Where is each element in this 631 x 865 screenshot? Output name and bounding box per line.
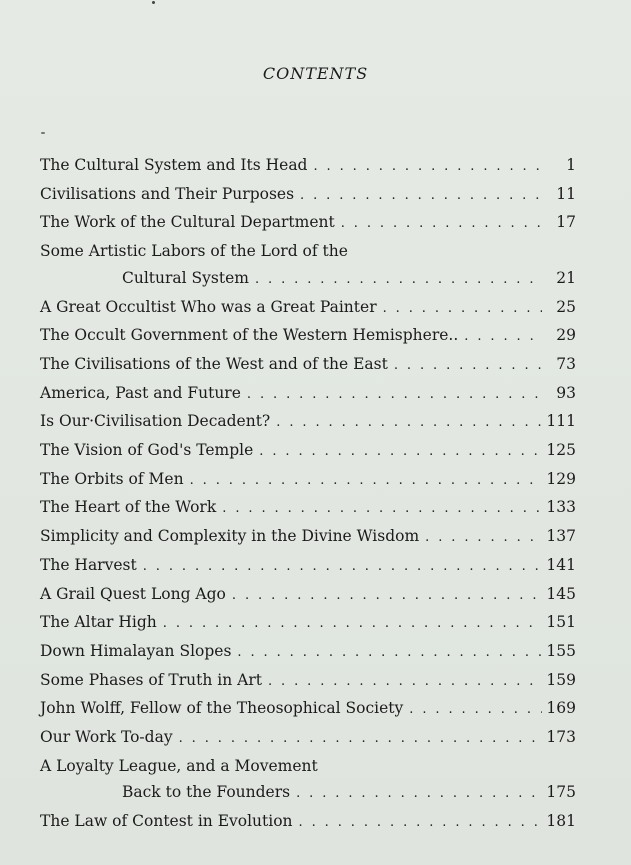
print-speck [41, 132, 45, 134]
toc-entry-title: Down Himalayan Slopes [40, 641, 232, 660]
toc-entry-title: Civilisations and Their Purposes [40, 184, 295, 203]
dot-leader [425, 525, 542, 552]
dot-leader [179, 726, 542, 753]
dot-leader [341, 211, 542, 238]
toc-entry-title: The Work of the Cultural Department [40, 213, 335, 232]
toc-entry-title: The Heart of the Work [40, 498, 217, 517]
toc-entry-title: Our Work To-day [40, 728, 173, 747]
toc-entry-title: The Orbits of Men [40, 469, 184, 488]
toc-entry [40, 638, 576, 667]
toc-entry [40, 523, 576, 552]
toc-entry-title-continuation: Cultural System [122, 268, 249, 287]
dot-leader [259, 439, 542, 466]
toc-entry [40, 466, 576, 495]
toc-entry [40, 294, 576, 323]
toc-entry-title: The Vision of God's Temple [40, 441, 254, 460]
toc-entry [40, 724, 576, 753]
dot-leader [464, 324, 542, 351]
dot-leader [163, 611, 542, 638]
table-of-contents [40, 152, 576, 837]
dot-leader [222, 496, 542, 523]
dot-leader [268, 669, 542, 696]
dot-leader [237, 640, 542, 667]
toc-page-number: 173 [546, 728, 576, 747]
toc-entry [40, 322, 576, 351]
toc-entry [40, 380, 576, 409]
toc-entry [40, 808, 576, 837]
toc-entry-title: John Wolff, Fellow of the Theosophical Society [40, 699, 404, 718]
toc-page-number: 125 [546, 441, 576, 460]
toc-page-number: 93 [556, 383, 576, 402]
toc-entry-title: Some Phases of Truth in Art [40, 670, 262, 689]
toc-page-number: 175 [546, 783, 576, 802]
toc-entry [40, 408, 576, 437]
dot-leader [313, 154, 542, 181]
toc-entry-title: Some Artistic Labors of the Lord of the [40, 242, 348, 261]
toc-page-number: 11 [556, 184, 576, 203]
toc-entry-title: A Great Occultist Who was a Great Painter [40, 297, 377, 316]
toc-entry [40, 695, 576, 724]
toc-entry-title: The Law of Contest in Evolution [40, 812, 293, 831]
toc-page-number: 73 [556, 354, 576, 373]
dot-leader [394, 353, 542, 380]
dot-leader [276, 410, 542, 437]
toc-entry [40, 753, 576, 808]
contents-heading: CONTENTS [262, 64, 369, 83]
toc-entry [40, 667, 576, 696]
toc-entry-title: The Harvest [40, 555, 137, 574]
dot-leader [255, 267, 542, 294]
toc-entry-title: The Occult Government of the Western Hemisphere.. [40, 326, 459, 345]
toc-page-number: 29 [556, 326, 576, 345]
dot-leader [383, 296, 542, 323]
toc-entry [40, 437, 576, 466]
toc-page-number: 169 [546, 699, 576, 718]
toc-page-number: 17 [556, 213, 576, 232]
toc-page-number: 21 [556, 268, 576, 287]
toc-entry [40, 351, 576, 380]
dot-leader [296, 781, 542, 808]
toc-page-number: 145 [546, 584, 576, 603]
dot-leader [299, 810, 542, 837]
toc-entry [40, 494, 576, 523]
toc-entry [40, 181, 576, 210]
toc-entry-title: Is Our·Civilisation Decadent? [40, 412, 271, 431]
toc-entry-title: The Civilisations of the West and of the East [40, 354, 388, 373]
dot-leader [190, 468, 542, 495]
toc-entry-title: Simplicity and Complexity in the Divine Wisdom [40, 527, 420, 546]
toc-entry [40, 152, 576, 181]
dot-leader [409, 697, 542, 724]
toc-entry [40, 209, 576, 238]
toc-page-number: 25 [556, 297, 576, 316]
toc-entry-title-continuation: Back to the Founders [122, 783, 291, 802]
toc-entry [40, 581, 576, 610]
toc-page-number: 181 [546, 812, 576, 831]
print-speck [152, 1, 155, 4]
toc-page-number: 133 [546, 498, 576, 517]
toc-entry-title: A Loyalty League, and a Movement [40, 756, 318, 775]
toc-entry-title: A Grail Quest Long Ago [40, 584, 226, 603]
dot-leader [232, 583, 542, 610]
toc-entry-title: The Cultural System and Its Head [40, 156, 308, 174]
toc-page-number: 155 [546, 641, 576, 660]
toc-page-number: 129 [546, 469, 576, 488]
dot-leader [300, 183, 542, 210]
toc-entry [40, 609, 576, 638]
toc-entry-title: The Altar High [40, 613, 157, 632]
toc-page-number: 159 [546, 670, 576, 689]
dot-leader [143, 554, 542, 581]
dot-leader [247, 382, 542, 409]
toc-page-number: 151 [546, 613, 576, 632]
toc-page-number: 137 [546, 527, 576, 546]
toc-page-number: 141 [546, 555, 576, 574]
toc-entry-title: America, Past and Future [40, 383, 241, 402]
toc-page-number: 111 [546, 412, 576, 431]
toc-entry [40, 552, 576, 581]
toc-entry [40, 238, 576, 293]
toc-page-number: 1 [566, 156, 576, 174]
